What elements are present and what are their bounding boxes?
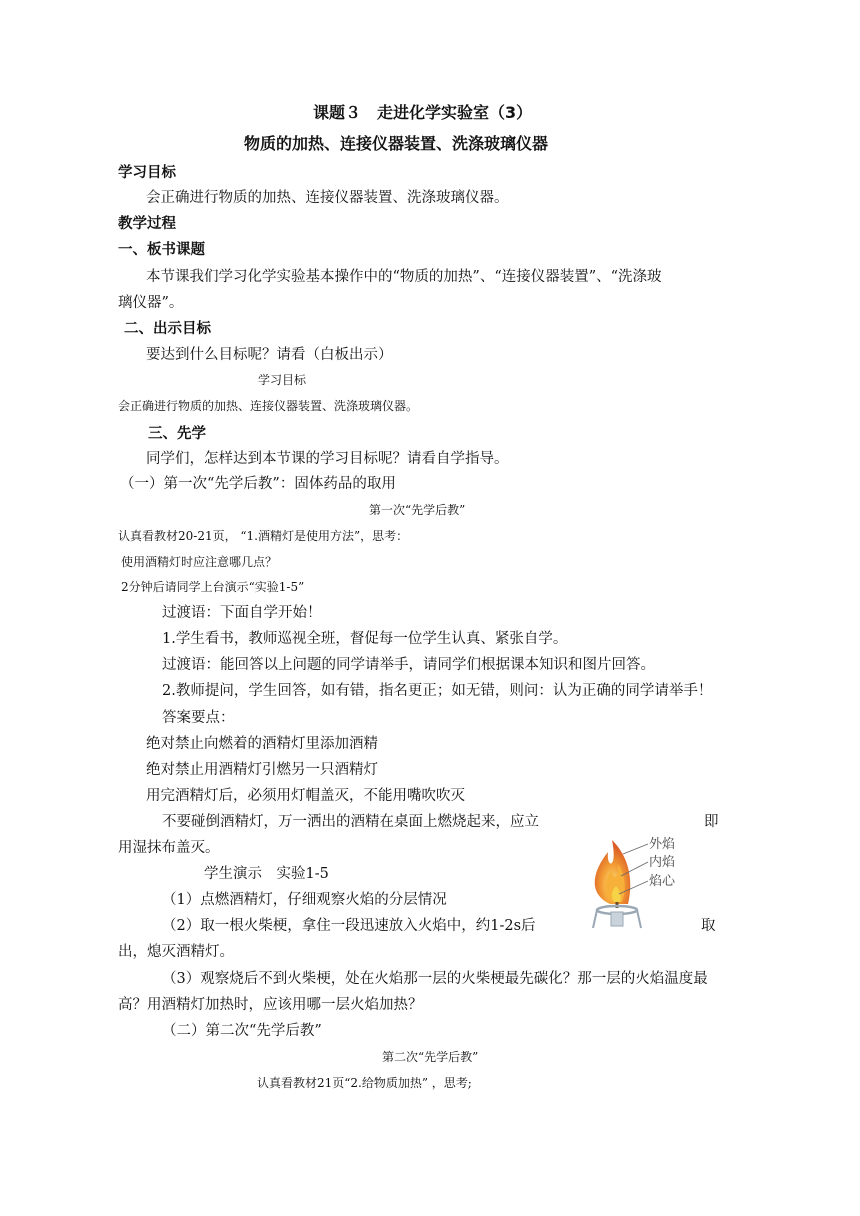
- answer-heading: 答案要点：: [162, 710, 235, 726]
- inner-flame-label: 内焰: [649, 855, 676, 870]
- part-1-heading: （一）第一次“先学后教”：固体药品的取用: [120, 476, 396, 492]
- transition-2: 过渡语：能回答以上问题的同学请举手，请同学们根据课本知识和图片回答。: [162, 657, 655, 673]
- answer-point-1: 绝对禁止向燃着的酒精灯里添加酒精: [146, 736, 378, 752]
- section-2-text: 要达到什么目标呢？请看（白板出示）: [146, 347, 393, 363]
- answer-point-4-cont: 用湿抹布盖灭。: [118, 840, 220, 856]
- part-2-heading: （二）第二次“先学后教”: [162, 1023, 322, 1039]
- process-heading: 教学过程: [118, 216, 176, 232]
- demo-heading: 学生演示 实验1-5: [204, 866, 329, 882]
- demo-step-2-cont: 出，熄灭酒精灯。: [118, 944, 234, 960]
- section-3-heading: 三、先学: [148, 426, 206, 442]
- section-1-text-line2: 璃仪器”。: [118, 295, 184, 311]
- outer-flame-label: 外焰: [649, 837, 676, 852]
- guide-1-title: 第一次“先学后教”: [369, 503, 466, 517]
- board-text: 会正确进行物质的加热、连接仪器装置、洗涤玻璃仪器。: [118, 399, 419, 413]
- section-3-text: 同学们，怎样达到本节课的学习目标呢？请看自学指导。: [146, 451, 509, 467]
- page-title: 课题３ 走进化学实验室（3）: [313, 103, 533, 122]
- guide-1-line1: 认真看教材20-21页， “1.酒精灯是使用方法”，思考：: [118, 529, 409, 543]
- answer-point-4: 不要碰倒酒精灯，万一洒出的酒精在桌面上燃烧起来，应立: [162, 814, 539, 830]
- step-1-text: 1.学生看书，教师巡视全班，督促每一位学生认真、紧张自学。: [162, 631, 568, 647]
- answer-point-4-end: 即: [704, 814, 719, 830]
- guide-2-title: 第二次“先学后教”: [382, 1050, 479, 1064]
- objectives-heading: 学习目标: [118, 165, 176, 181]
- section-1-text-line1: 本节课我们学习化学实验基本操作中的“物质的加热”、“连接仪器装置”、“洗涤玻: [146, 269, 662, 285]
- transition-1: 过渡语：下面自学开始！: [162, 605, 322, 621]
- section-2-heading: 二、出示目标: [124, 321, 211, 337]
- answer-point-2: 绝对禁止用酒精灯引燃另一只酒精灯: [146, 762, 378, 778]
- guide-2-line1: 认真看教材21页“2.给物质加热” ，思考;: [257, 1076, 472, 1090]
- board-title: 学习目标: [258, 373, 307, 387]
- demo-step-3-line2: 高？用酒精灯加热时，应该用哪一层火焰加热？: [118, 997, 423, 1013]
- guide-1-line2: 使用酒精灯时应注意哪几点？: [121, 555, 278, 569]
- objectives-text: 会正确进行物质的加热、连接仪器装置、洗涤玻璃仪器。: [146, 190, 509, 206]
- page-subtitle: 物质的加热、连接仪器装置、洗涤玻璃仪器: [244, 134, 549, 153]
- flame-diagram: [578, 832, 684, 934]
- guide-1-line3: 2分钟后请同学上台演示“实验1-5”: [121, 580, 305, 594]
- demo-step-2-end: 取: [701, 918, 716, 934]
- burner-body: [611, 912, 623, 926]
- answer-point-3: 用完酒精灯后，必须用灯帽盖灭，不能用嘴吹吹灭: [146, 788, 465, 804]
- flame-core-label: 焰心: [649, 874, 676, 889]
- step-2-text: 2.教师提问，学生回答，如有错，指名更正；如无错，则问：认为正确的同学请举手！: [162, 683, 713, 699]
- demo-step-2: （2）取一根火柴梗，拿住一段迅速放入火焰中，约1-2s后: [162, 918, 536, 934]
- demo-step-3-line1: （3）观察烧后不到火柴梗，处在火焰那一层的火柴梗最先碳化？那一层的火焰温度最: [162, 971, 708, 987]
- section-1-heading: 一、板书课题: [118, 242, 205, 258]
- demo-step-1: （1）点燃酒精灯，仔细观察火焰的分层情况: [162, 892, 447, 908]
